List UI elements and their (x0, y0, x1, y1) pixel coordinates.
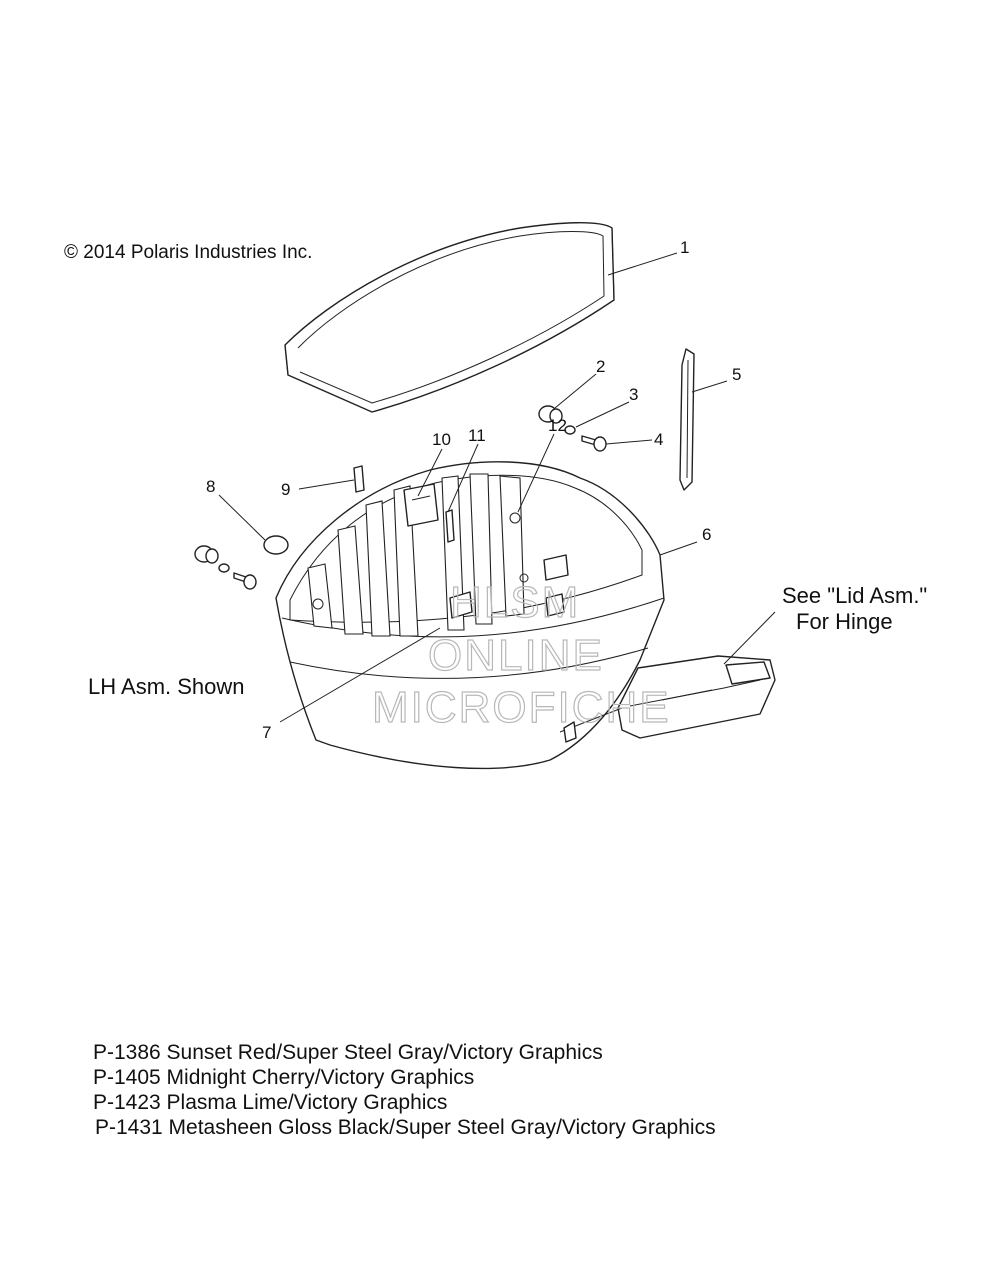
callout-3: 3 (629, 385, 639, 404)
variant-item: P-1423 Plasma Lime/Victory Graphics (93, 1091, 448, 1114)
part-11-screw (446, 510, 454, 542)
variant-item: P-1405 Midnight Cherry/Victory Graphics (93, 1066, 475, 1089)
variant-item: P-1431 Metasheen Gloss Black/Super Steel Gray/Victory Graphics (95, 1116, 716, 1139)
callout-4: 4 (654, 430, 664, 449)
lid-asm-note-line1: See "Lid Asm." (782, 583, 928, 608)
part-5-trim-strip (680, 349, 694, 490)
color-variant-list (93, 1040, 853, 1140)
hardware-left (195, 546, 256, 589)
part-1-gasket (285, 223, 614, 412)
callout-6: 6 (702, 525, 712, 544)
variant-item: P-1386 Sunset Red/Super Steel Gray/Victory Graphics (93, 1041, 603, 1064)
part-4-screw (582, 436, 606, 451)
callout-9: 9 (281, 480, 291, 499)
callout-8: 8 (206, 477, 216, 496)
callout-12: 12 (548, 416, 567, 435)
lid-asm-note-line2: For Hinge (796, 609, 893, 634)
part-9-pin (354, 466, 364, 492)
callout-5: 5 (732, 365, 742, 384)
svg-text:ONLINE: ONLINE (428, 631, 604, 680)
lh-asm-shown-note: LH Asm. Shown (88, 674, 245, 699)
callout-11: 11 (468, 426, 486, 445)
svg-text:HLSM: HLSM (450, 578, 581, 627)
copyright-text: © 2014 Polaris Industries Inc. (64, 242, 313, 263)
svg-text:MICROFICHE: MICROFICHE (372, 683, 671, 732)
callout-10: 10 (432, 430, 451, 449)
callout-2: 2 (596, 357, 606, 376)
callout-1: 1 (680, 238, 690, 257)
callout-7: 7 (262, 723, 272, 742)
part-8-cap (264, 536, 288, 554)
